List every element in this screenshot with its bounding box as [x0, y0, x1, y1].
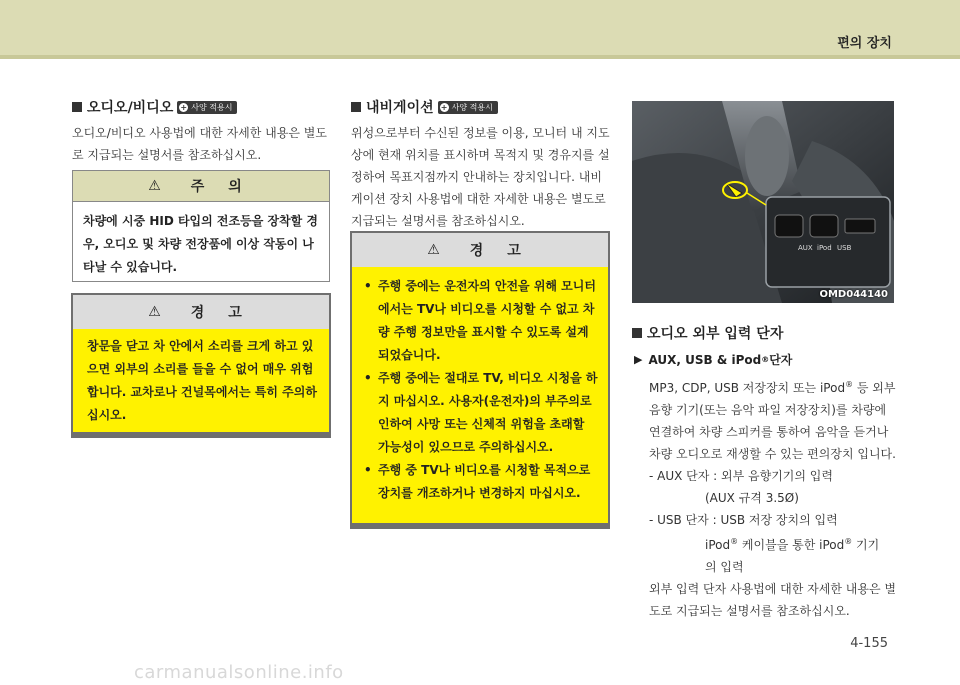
warning-box-2 — [350, 231, 610, 529]
ipod-line-cont: 의 입력 — [705, 560, 744, 574]
page-number: 4-155 — [850, 636, 888, 651]
navigation-heading — [351, 97, 498, 117]
list-item: • 주행 중 TV나 비디오를 시청할 목적으로 장치를 개조하거나 변경하지 마십시오. — [360, 459, 598, 505]
port-label-aux: AUX — [798, 244, 813, 252]
audio-video-heading — [72, 97, 237, 117]
port-label-usb: USB — [837, 244, 852, 252]
triangle-right-icon: ▶ — [634, 353, 643, 366]
console-illustration — [632, 101, 894, 303]
photo-code: OMD044140 — [819, 289, 888, 300]
external-input-heading — [632, 323, 783, 343]
external-input-body — [649, 374, 897, 622]
square-bullet-icon — [632, 328, 642, 338]
console-photo — [632, 101, 894, 303]
aux-line: - AUX 단자 : 외부 음향기기의 입력 — [649, 469, 833, 483]
external-input-title: 오디오 외부 입력 단자 — [647, 326, 784, 342]
aux-spec: (AUX 규격 3.5Ø) — [705, 491, 799, 505]
port-label-ipod: iPod — [817, 244, 832, 252]
option-badge: + 사양 적용시 — [177, 101, 237, 114]
list-item: • 주행 중에는 절대로 TV, 비디오 시청을 하지 마십시오. 사용자(운전자)의 부주의로 인하여 사망 또는 신체적 위험을 초래할 가능성이 있으므로 주의하십시오. — [360, 367, 598, 459]
list-item: • 주행 중에는 운전자의 안전을 위해 모니터에서는 TV나 비디오를 시청할 수 없고 차량 주행 정보만을 표시할 수 있도록 설계 되었습니다. — [360, 275, 598, 367]
warning-triangle-icon: ⚠ — [148, 178, 161, 194]
external-input-subheading: ▶ AUX, USB & iPod ® 단자 — [634, 352, 793, 367]
navigation-text: 위성으로부터 수신된 정보를 이용, 모니터 내 지도상에 현재 위치를 표시하며 목적지 및 경유지를 설정하여 목표지점까지 안내하는 장치입니다. 내비게이션 장치 사용법에 대한 자세한 내용은 별도로 지급되는 설명서를 참조하십시오. — [351, 126, 610, 228]
option-badge: + 사양 적용시 — [438, 101, 498, 114]
audio-video-text: 오디오/비디오 사용법에 대한 자세한 내용은 별도로 지급되는 설명서를 참조하십시오. — [72, 126, 327, 162]
header-band — [0, 0, 960, 59]
intro-paragraph: MP3, CDP, USB 저장장치 또는 iPod® 등 외부 음향 기기(또는 음악 파일 저장장치)를 차량에 연결하여 차량 스피커를 통하여 음악을 듣거나 차량 오디오로 재생할 수 있는 편의장치 입니다. — [649, 380, 896, 461]
audio-video-title: 오디오/비디오 — [87, 100, 174, 116]
warning-box-1 — [71, 293, 331, 438]
square-bullet-icon — [351, 102, 361, 112]
plus-icon: + — [440, 102, 448, 112]
outro-paragraph: 외부 입력 단자 사용법에 대한 자세한 내용은 별도로 지급되는 설명서를 참조하십시오. — [649, 582, 896, 618]
caution-header: ⚠ 주 의 — [73, 171, 329, 202]
warning-triangle-icon: ⚠ — [427, 242, 440, 258]
square-bullet-icon — [72, 102, 82, 112]
section-title: 편의 장치 — [837, 36, 892, 51]
caution-box — [72, 170, 330, 282]
warning-header-2: ⚠ 경 고 — [352, 233, 608, 267]
navigation-title: 내비게이션 — [366, 100, 434, 116]
plus-icon: + — [180, 102, 188, 112]
usb-line: - USB 단자 : USB 저장 장치의 입력 — [649, 513, 838, 527]
watermark: carmanualsonline.info — [134, 662, 344, 683]
caution-text: 차량에 시중 HID 타입의 전조등을 장착할 경우, 오디오 및 차량 전장품에 이상 작동이 나타날 수 있습니다. — [83, 214, 319, 274]
header-rule — [0, 55, 960, 59]
warning-text-1: 창문을 닫고 차 안에서 소리를 크게 하고 있으면 외부의 소리를 들을 수 없어 매우 위험합니다. 교차로나 건널목에서는 특히 주의하십시오. — [73, 329, 329, 432]
warning-text-2 — [352, 267, 608, 523]
ipod-line: iPod® 케이블을 통한 iPod® 기기 — [705, 537, 880, 552]
warning-triangle-icon: ⚠ — [148, 304, 161, 320]
warning-header-1: ⚠ 경 고 — [73, 295, 329, 329]
